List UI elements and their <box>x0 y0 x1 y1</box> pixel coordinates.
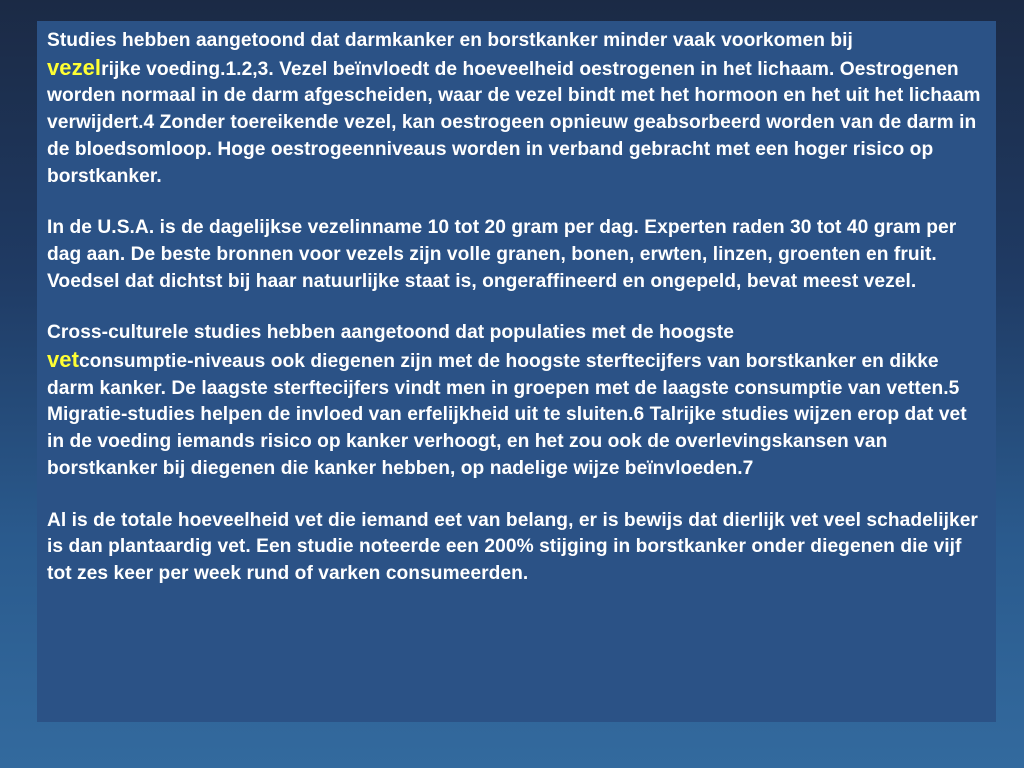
slide-text-box <box>37 21 996 722</box>
paragraph-text-end: rijke voeding.1.2,3. Vezel beïnvloedt de hoeveelheid oestrogenen in het lichaam. Oestrogenen worden normaal in de darm afgescheiden, waar de vezel bindt met het hormoon en het uit het lichaam verwijdert.4 Zonder toereikende vezel, kan oestrogeen opnieuw geabsorbeerd worden van de darm in de bloedsomloop. Hoge oestrogeenniveaus worden in verband gebracht met een hoger risico op borstkanker. <box>47 58 981 187</box>
paragraph-fat-studies <box>47 320 984 482</box>
paragraph-text-start: Studies hebben aangetoond dat darmkanker en borstkanker minder vaak voorkomen bij <box>47 30 853 51</box>
highlight-word-vezel: vezel <box>47 54 102 80</box>
paragraph-text-end: consumptie-niveaus ook diegenen zijn met de hoogste sterftecijfers van borstkanker en dikke darm kanker. De laagste sterftecijfers vindt men in groepen met de laagste consumptie van vetten.5 Migratie-studies helpen de invloed van erfelijkheid uit te sluiten.6 Talrijke studies wijzen erop dat vet in de voeding iemands risico op kanker verhoogt, en het zou ook de overlevingskansen van borstkanker bij diegenen die kanker hebben, op nadelige wijze beïnvloeden.7 <box>47 351 967 479</box>
paragraph-fiber-intake <box>47 215 984 295</box>
paragraph-animal-fat <box>47 508 984 588</box>
paragraph-fiber-studies <box>47 28 984 190</box>
highlight-word-vet: vet <box>47 347 79 373</box>
paragraph-text: Al is de totale hoeveelheid vet die iemand eet van belang, er is bewijs dat dierlijk vet veel schadelijker is dan plantaardig vet. Een studie noteerde een 200% stijging in borstkanker onder diegenen die vijf tot zes keer per week rund of varken consumeerden. <box>47 509 978 584</box>
paragraph-text-start: Cross-culturele studies hebben aangetoond dat populaties met de hoogste <box>47 322 734 344</box>
paragraph-text: In de U.S.A. is de dagelijkse vezelinname 10 tot 20 gram per dag. Experten raden 30 tot 40 gram per dag aan. De beste bronnen voor vezels zijn volle granen, bonen, erwten, linzen, groenten en fruit. Voedsel dat dichtst bij haar natuurlijke staat is, ongeraffineerd en ongepeld, bevat meest vezel. <box>47 217 957 292</box>
